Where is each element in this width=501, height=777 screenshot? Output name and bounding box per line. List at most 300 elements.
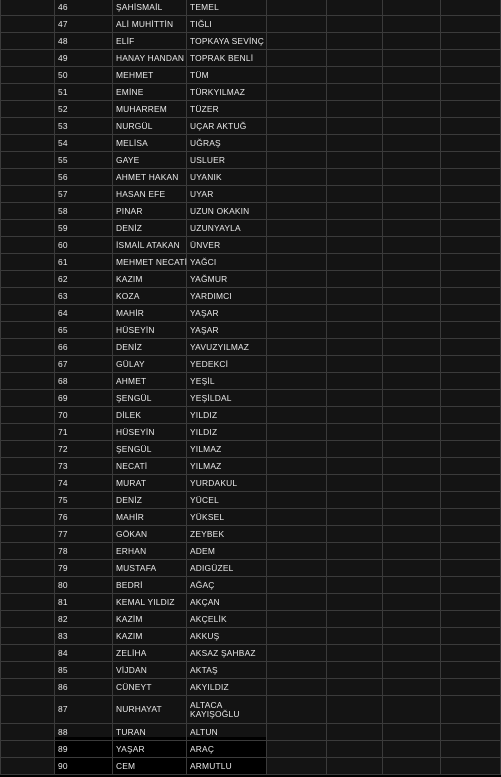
empty-cell[interactable] <box>383 220 441 237</box>
first-name-cell[interactable]: KEMAL YILDIZ <box>113 594 187 611</box>
empty-cell[interactable] <box>383 758 441 775</box>
last-name-cell[interactable]: YARDIMCI <box>187 288 267 305</box>
empty-cell[interactable] <box>441 526 501 543</box>
first-name-cell[interactable]: NURGÜL <box>113 118 187 135</box>
empty-cell[interactable] <box>383 373 441 390</box>
empty-cell[interactable] <box>1 492 55 509</box>
last-name-cell[interactable]: YURDAKUL <box>187 475 267 492</box>
last-name-cell[interactable]: YAŞAR <box>187 305 267 322</box>
empty-cell[interactable] <box>267 254 327 271</box>
empty-cell[interactable] <box>267 101 327 118</box>
empty-cell[interactable] <box>327 322 383 339</box>
empty-cell[interactable] <box>1 33 55 50</box>
first-name-cell[interactable]: YAŞAR <box>113 741 187 758</box>
empty-cell[interactable] <box>327 458 383 475</box>
empty-cell[interactable] <box>267 50 327 67</box>
row-number-cell[interactable]: 87 <box>55 696 113 724</box>
empty-cell[interactable] <box>327 237 383 254</box>
first-name-cell[interactable]: DENİZ <box>113 339 187 356</box>
row-number-cell[interactable]: 71 <box>55 424 113 441</box>
last-name-cell[interactable]: AKYILDIZ <box>187 679 267 696</box>
empty-cell[interactable] <box>267 458 327 475</box>
first-name-cell[interactable]: AHMET HAKAN <box>113 169 187 186</box>
empty-cell[interactable] <box>383 679 441 696</box>
empty-cell[interactable] <box>383 628 441 645</box>
empty-cell[interactable] <box>327 305 383 322</box>
empty-cell[interactable] <box>383 33 441 50</box>
row-number-cell[interactable]: 66 <box>55 339 113 356</box>
empty-cell[interactable] <box>327 186 383 203</box>
empty-cell[interactable] <box>267 724 327 741</box>
empty-cell[interactable] <box>383 339 441 356</box>
empty-cell[interactable] <box>267 526 327 543</box>
empty-cell[interactable] <box>383 492 441 509</box>
row-number-cell[interactable]: 54 <box>55 135 113 152</box>
empty-cell[interactable] <box>383 696 441 724</box>
row-number-cell[interactable]: 75 <box>55 492 113 509</box>
empty-cell[interactable] <box>1 50 55 67</box>
row-number-cell[interactable]: 70 <box>55 407 113 424</box>
row-number-cell[interactable]: 48 <box>55 33 113 50</box>
empty-cell[interactable] <box>441 67 501 84</box>
last-name-cell[interactable]: UYAR <box>187 186 267 203</box>
first-name-cell[interactable]: MUHARREM <box>113 101 187 118</box>
empty-cell[interactable] <box>267 577 327 594</box>
first-name-cell[interactable]: MUSTAFA <box>113 560 187 577</box>
empty-cell[interactable] <box>441 186 501 203</box>
last-name-cell[interactable]: YAVUZYILMAZ <box>187 339 267 356</box>
empty-cell[interactable] <box>383 271 441 288</box>
empty-cell[interactable] <box>267 237 327 254</box>
empty-cell[interactable] <box>327 543 383 560</box>
empty-cell[interactable] <box>383 741 441 758</box>
empty-cell[interactable] <box>267 662 327 679</box>
empty-cell[interactable] <box>1 373 55 390</box>
row-number-cell[interactable]: 69 <box>55 390 113 407</box>
row-number-cell[interactable]: 73 <box>55 458 113 475</box>
first-name-cell[interactable]: MAHİR <box>113 509 187 526</box>
empty-cell[interactable] <box>327 758 383 775</box>
empty-cell[interactable] <box>327 662 383 679</box>
first-name-cell[interactable]: KOZA <box>113 288 187 305</box>
empty-cell[interactable] <box>383 254 441 271</box>
empty-cell[interactable] <box>441 254 501 271</box>
empty-cell[interactable] <box>383 458 441 475</box>
empty-cell[interactable] <box>383 186 441 203</box>
empty-cell[interactable] <box>1 458 55 475</box>
empty-cell[interactable] <box>327 611 383 628</box>
empty-cell[interactable] <box>267 373 327 390</box>
row-number-cell[interactable]: 90 <box>55 758 113 775</box>
empty-cell[interactable] <box>441 407 501 424</box>
empty-cell[interactable] <box>1 101 55 118</box>
empty-cell[interactable] <box>383 526 441 543</box>
empty-cell[interactable] <box>327 509 383 526</box>
empty-cell[interactable] <box>383 407 441 424</box>
row-number-cell[interactable]: 81 <box>55 594 113 611</box>
empty-cell[interactable] <box>267 611 327 628</box>
empty-cell[interactable] <box>327 0 383 16</box>
row-number-cell[interactable]: 84 <box>55 645 113 662</box>
empty-cell[interactable] <box>327 33 383 50</box>
empty-cell[interactable] <box>267 628 327 645</box>
row-number-cell[interactable]: 61 <box>55 254 113 271</box>
empty-cell[interactable] <box>383 322 441 339</box>
empty-cell[interactable] <box>383 577 441 594</box>
empty-cell[interactable] <box>267 424 327 441</box>
empty-cell[interactable] <box>441 373 501 390</box>
last-name-cell[interactable]: TÜZER <box>187 101 267 118</box>
first-name-cell[interactable]: HASAN EFE <box>113 186 187 203</box>
row-number-cell[interactable]: 79 <box>55 560 113 577</box>
first-name-cell[interactable]: DENİZ <box>113 492 187 509</box>
empty-cell[interactable] <box>1 220 55 237</box>
row-number-cell[interactable]: 52 <box>55 101 113 118</box>
empty-cell[interactable] <box>383 118 441 135</box>
empty-cell[interactable] <box>1 169 55 186</box>
last-name-cell[interactable]: YILMAZ <box>187 458 267 475</box>
empty-cell[interactable] <box>267 152 327 169</box>
empty-cell[interactable] <box>1 645 55 662</box>
empty-cell[interactable] <box>1 628 55 645</box>
first-name-cell[interactable]: HANAY HANDAN <box>113 50 187 67</box>
empty-cell[interactable] <box>327 390 383 407</box>
empty-cell[interactable] <box>267 84 327 101</box>
empty-cell[interactable] <box>327 220 383 237</box>
first-name-cell[interactable]: EMİNE <box>113 84 187 101</box>
last-name-cell[interactable]: ÜNVER <box>187 237 267 254</box>
empty-cell[interactable] <box>383 169 441 186</box>
row-number-cell[interactable]: 64 <box>55 305 113 322</box>
empty-cell[interactable] <box>383 509 441 526</box>
empty-cell[interactable] <box>1 152 55 169</box>
empty-cell[interactable] <box>1 509 55 526</box>
row-number-cell[interactable]: 72 <box>55 441 113 458</box>
first-name-cell[interactable]: DENİZ <box>113 220 187 237</box>
empty-cell[interactable] <box>383 424 441 441</box>
empty-cell[interactable] <box>327 679 383 696</box>
empty-cell[interactable] <box>441 441 501 458</box>
empty-cell[interactable] <box>441 611 501 628</box>
empty-cell[interactable] <box>1 237 55 254</box>
empty-cell[interactable] <box>327 492 383 509</box>
row-number-cell[interactable]: 76 <box>55 509 113 526</box>
row-number-cell[interactable]: 60 <box>55 237 113 254</box>
empty-cell[interactable] <box>267 407 327 424</box>
first-name-cell[interactable]: BEDRİ <box>113 577 187 594</box>
last-name-cell[interactable]: YEŞİL <box>187 373 267 390</box>
row-number-cell[interactable]: 82 <box>55 611 113 628</box>
empty-cell[interactable] <box>327 424 383 441</box>
empty-cell[interactable] <box>267 220 327 237</box>
empty-cell[interactable] <box>383 152 441 169</box>
empty-cell[interactable] <box>327 101 383 118</box>
first-name-cell[interactable]: HÜSEYİN <box>113 322 187 339</box>
empty-cell[interactable] <box>327 356 383 373</box>
empty-cell[interactable] <box>267 0 327 16</box>
last-name-cell[interactable]: YILDIZ <box>187 407 267 424</box>
first-name-cell[interactable]: ZELİHA <box>113 645 187 662</box>
empty-cell[interactable] <box>1 288 55 305</box>
empty-cell[interactable] <box>267 67 327 84</box>
first-name-cell[interactable]: MURAT <box>113 475 187 492</box>
last-name-cell[interactable]: UZUN OKAKIN <box>187 203 267 220</box>
empty-cell[interactable] <box>1 390 55 407</box>
last-name-cell[interactable]: YAĞCI <box>187 254 267 271</box>
empty-cell[interactable] <box>1 611 55 628</box>
empty-cell[interactable] <box>441 424 501 441</box>
first-name-cell[interactable]: CÜNEYT <box>113 679 187 696</box>
empty-cell[interactable] <box>327 16 383 33</box>
empty-cell[interactable] <box>441 741 501 758</box>
empty-cell[interactable] <box>267 758 327 775</box>
empty-cell[interactable] <box>441 135 501 152</box>
first-name-cell[interactable]: ELİF <box>113 33 187 50</box>
empty-cell[interactable] <box>267 475 327 492</box>
empty-cell[interactable] <box>267 356 327 373</box>
first-name-cell[interactable]: GÖKAN <box>113 526 187 543</box>
row-number-cell[interactable]: 85 <box>55 662 113 679</box>
first-name-cell[interactable]: DİLEK <box>113 407 187 424</box>
first-name-cell[interactable]: ERHAN <box>113 543 187 560</box>
last-name-cell[interactable]: AKKUŞ <box>187 628 267 645</box>
first-name-cell[interactable]: HÜSEYİN <box>113 424 187 441</box>
empty-cell[interactable] <box>441 679 501 696</box>
empty-cell[interactable] <box>267 339 327 356</box>
first-name-cell[interactable]: TURAN <box>113 724 187 741</box>
empty-cell[interactable] <box>1 203 55 220</box>
empty-cell[interactable] <box>327 203 383 220</box>
empty-cell[interactable] <box>441 628 501 645</box>
last-name-cell[interactable]: YEDEKCİ <box>187 356 267 373</box>
row-number-cell[interactable]: 46 <box>55 0 113 16</box>
empty-cell[interactable] <box>383 101 441 118</box>
empty-cell[interactable] <box>1 662 55 679</box>
empty-cell[interactable] <box>383 475 441 492</box>
first-name-cell[interactable]: MEHMET <box>113 67 187 84</box>
empty-cell[interactable] <box>383 390 441 407</box>
empty-cell[interactable] <box>1 271 55 288</box>
empty-cell[interactable] <box>441 390 501 407</box>
row-number-cell[interactable]: 67 <box>55 356 113 373</box>
empty-cell[interactable] <box>327 407 383 424</box>
row-number-cell[interactable]: 77 <box>55 526 113 543</box>
empty-cell[interactable] <box>1 724 55 741</box>
empty-cell[interactable] <box>327 645 383 662</box>
empty-cell[interactable] <box>441 724 501 741</box>
last-name-cell[interactable]: TÜM <box>187 67 267 84</box>
empty-cell[interactable] <box>441 16 501 33</box>
empty-cell[interactable] <box>383 203 441 220</box>
first-name-cell[interactable]: MELİSA <box>113 135 187 152</box>
empty-cell[interactable] <box>267 135 327 152</box>
empty-cell[interactable] <box>267 560 327 577</box>
empty-cell[interactable] <box>441 203 501 220</box>
empty-cell[interactable] <box>441 662 501 679</box>
first-name-cell[interactable]: VİJDAN <box>113 662 187 679</box>
first-name-cell[interactable]: ŞAHİSMAİL <box>113 0 187 16</box>
empty-cell[interactable] <box>383 305 441 322</box>
empty-cell[interactable] <box>441 220 501 237</box>
last-name-cell[interactable]: AĞAÇ <box>187 577 267 594</box>
empty-cell[interactable] <box>441 0 501 16</box>
first-name-cell[interactable]: MAHİR <box>113 305 187 322</box>
empty-cell[interactable] <box>327 475 383 492</box>
row-number-cell[interactable]: 65 <box>55 322 113 339</box>
empty-cell[interactable] <box>383 288 441 305</box>
empty-cell[interactable] <box>383 50 441 67</box>
row-number-cell[interactable]: 55 <box>55 152 113 169</box>
empty-cell[interactable] <box>1 577 55 594</box>
empty-cell[interactable] <box>441 101 501 118</box>
row-number-cell[interactable]: 57 <box>55 186 113 203</box>
empty-cell[interactable] <box>383 724 441 741</box>
empty-cell[interactable] <box>327 339 383 356</box>
last-name-cell[interactable]: ADIGÜZEL <box>187 560 267 577</box>
first-name-cell[interactable]: İSMAİL ATAKAN <box>113 237 187 254</box>
empty-cell[interactable] <box>267 441 327 458</box>
first-name-cell[interactable]: AHMET <box>113 373 187 390</box>
row-number-cell[interactable]: 50 <box>55 67 113 84</box>
empty-cell[interactable] <box>1 543 55 560</box>
row-number-cell[interactable]: 86 <box>55 679 113 696</box>
empty-cell[interactable] <box>327 169 383 186</box>
empty-cell[interactable] <box>327 526 383 543</box>
last-name-cell[interactable]: AKÇELİK <box>187 611 267 628</box>
empty-cell[interactable] <box>441 50 501 67</box>
last-name-cell[interactable]: AKSAZ ŞAHBAZ <box>187 645 267 662</box>
empty-cell[interactable] <box>441 152 501 169</box>
row-number-cell[interactable]: 68 <box>55 373 113 390</box>
last-name-cell[interactable]: UYANIK <box>187 169 267 186</box>
empty-cell[interactable] <box>1 67 55 84</box>
empty-cell[interactable] <box>267 271 327 288</box>
first-name-cell[interactable]: KAZIM <box>113 628 187 645</box>
last-name-cell[interactable]: TOPRAK BENLİ <box>187 50 267 67</box>
empty-cell[interactable] <box>441 339 501 356</box>
last-name-cell[interactable]: YÜCEL <box>187 492 267 509</box>
row-number-cell[interactable]: 56 <box>55 169 113 186</box>
empty-cell[interactable] <box>267 645 327 662</box>
empty-cell[interactable] <box>327 628 383 645</box>
empty-cell[interactable] <box>441 288 501 305</box>
first-name-cell[interactable]: KAZIM <box>113 271 187 288</box>
empty-cell[interactable] <box>383 16 441 33</box>
empty-cell[interactable] <box>1 424 55 441</box>
empty-cell[interactable] <box>441 305 501 322</box>
empty-cell[interactable] <box>267 543 327 560</box>
row-number-cell[interactable]: 89 <box>55 741 113 758</box>
last-name-cell[interactable]: ARMUTLU <box>187 758 267 775</box>
empty-cell[interactable] <box>441 356 501 373</box>
last-name-cell[interactable]: TEMEL <box>187 0 267 16</box>
empty-cell[interactable] <box>327 288 383 305</box>
empty-cell[interactable] <box>441 560 501 577</box>
empty-cell[interactable] <box>327 152 383 169</box>
empty-cell[interactable] <box>383 237 441 254</box>
last-name-cell[interactable]: ALTACA KAYIŞOĞLU <box>187 696 267 724</box>
last-name-cell[interactable]: YILMAZ <box>187 441 267 458</box>
last-name-cell[interactable]: UZUNYAYLA <box>187 220 267 237</box>
row-number-cell[interactable]: 59 <box>55 220 113 237</box>
last-name-cell[interactable]: ARAÇ <box>187 741 267 758</box>
last-name-cell[interactable]: AKTAŞ <box>187 662 267 679</box>
empty-cell[interactable] <box>267 118 327 135</box>
empty-cell[interactable] <box>267 203 327 220</box>
row-number-cell[interactable]: 58 <box>55 203 113 220</box>
empty-cell[interactable] <box>327 741 383 758</box>
empty-cell[interactable] <box>267 169 327 186</box>
empty-cell[interactable] <box>327 441 383 458</box>
empty-cell[interactable] <box>1 560 55 577</box>
empty-cell[interactable] <box>441 33 501 50</box>
row-number-cell[interactable]: 88 <box>55 724 113 741</box>
empty-cell[interactable] <box>441 758 501 775</box>
last-name-cell[interactable]: USLUER <box>187 152 267 169</box>
first-name-cell[interactable]: PINAR <box>113 203 187 220</box>
row-number-cell[interactable]: 63 <box>55 288 113 305</box>
last-name-cell[interactable]: ADEM <box>187 543 267 560</box>
empty-cell[interactable] <box>267 322 327 339</box>
empty-cell[interactable] <box>327 67 383 84</box>
empty-cell[interactable] <box>1 475 55 492</box>
last-name-cell[interactable]: TOPKAYA SEVİNÇ <box>187 33 267 50</box>
empty-cell[interactable] <box>327 84 383 101</box>
last-name-cell[interactable]: ALTUN <box>187 724 267 741</box>
empty-cell[interactable] <box>267 305 327 322</box>
empty-cell[interactable] <box>383 356 441 373</box>
first-name-cell[interactable]: CEM <box>113 758 187 775</box>
empty-cell[interactable] <box>267 16 327 33</box>
empty-cell[interactable] <box>441 237 501 254</box>
empty-cell[interactable] <box>267 186 327 203</box>
empty-cell[interactable] <box>383 84 441 101</box>
last-name-cell[interactable]: YAŞAR <box>187 322 267 339</box>
empty-cell[interactable] <box>327 50 383 67</box>
last-name-cell[interactable]: YILDIZ <box>187 424 267 441</box>
row-number-cell[interactable]: 53 <box>55 118 113 135</box>
empty-cell[interactable] <box>383 560 441 577</box>
empty-cell[interactable] <box>327 254 383 271</box>
empty-cell[interactable] <box>267 509 327 526</box>
empty-cell[interactable] <box>1 407 55 424</box>
empty-cell[interactable] <box>1 135 55 152</box>
last-name-cell[interactable]: UÇAR AKTUĞ <box>187 118 267 135</box>
first-name-cell[interactable]: MEHMET NECATİ <box>113 254 187 271</box>
empty-cell[interactable] <box>441 492 501 509</box>
empty-cell[interactable] <box>441 509 501 526</box>
empty-cell[interactable] <box>441 645 501 662</box>
empty-cell[interactable] <box>327 135 383 152</box>
empty-cell[interactable] <box>327 696 383 724</box>
empty-cell[interactable] <box>383 135 441 152</box>
empty-cell[interactable] <box>441 475 501 492</box>
row-number-cell[interactable]: 47 <box>55 16 113 33</box>
empty-cell[interactable] <box>1 696 55 724</box>
empty-cell[interactable] <box>441 594 501 611</box>
empty-cell[interactable] <box>1 254 55 271</box>
last-name-cell[interactable]: TÜRKYILMAZ <box>187 84 267 101</box>
empty-cell[interactable] <box>1 526 55 543</box>
empty-cell[interactable] <box>441 118 501 135</box>
empty-cell[interactable] <box>1 339 55 356</box>
empty-cell[interactable] <box>441 169 501 186</box>
empty-cell[interactable] <box>441 84 501 101</box>
empty-cell[interactable] <box>441 543 501 560</box>
empty-cell[interactable] <box>441 696 501 724</box>
first-name-cell[interactable]: GAYE <box>113 152 187 169</box>
empty-cell[interactable] <box>327 560 383 577</box>
